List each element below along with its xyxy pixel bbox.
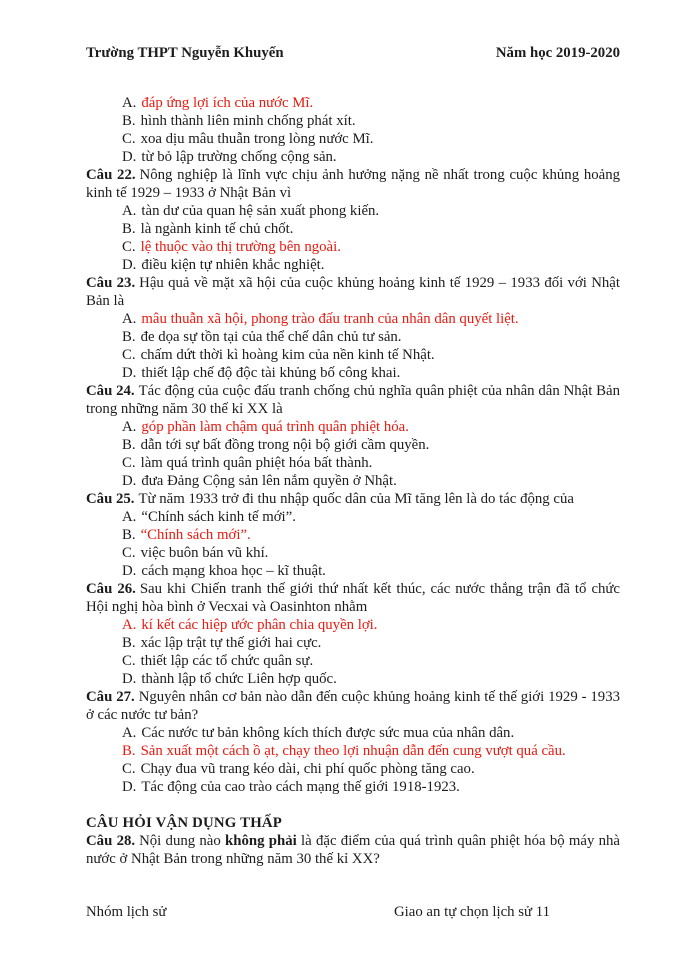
footer-document-title: Giao an tự chọn lịch sử 11 <box>393 904 550 920</box>
option-line <box>86 436 620 454</box>
option-line <box>86 202 620 220</box>
option-label: A. <box>122 725 137 741</box>
option-text: tàn dư của quan hệ sản xuất phong kiến. <box>141 203 380 219</box>
option-label: D. <box>122 149 137 165</box>
header-school-name: Trường THPT Nguyễn Khuyến <box>86 45 284 61</box>
option-label: B. <box>122 635 136 651</box>
option-text: Tác động của cao trào cách mạng thế giới 1918-1923. <box>141 779 460 795</box>
question-body-text: Nguyên nhân cơ bản nào dẫn đến cuộc khủng hoảng kinh tế thế giới 1929 - 1933 ở các nước tư bản? <box>86 689 620 723</box>
question-text <box>86 832 620 868</box>
option-label: C. <box>122 131 136 147</box>
option-line <box>86 328 620 346</box>
question-number: Câu 23. <box>86 275 136 291</box>
option-text: làm quá trình quân phiệt hóa bất thành. <box>140 455 373 471</box>
option-line <box>86 562 620 580</box>
question-number: Câu 22. <box>86 167 136 183</box>
option-text: việc buôn bán vũ khí. <box>140 545 269 561</box>
option-line <box>86 742 620 760</box>
question-number: Câu 25. <box>86 491 135 507</box>
option-line <box>86 544 620 562</box>
document-header <box>86 44 620 62</box>
question-body-text: Nông nghiệp là lĩnh vực chịu ảnh hưởng nặng nề nhất trong cuộc khủng hoảng kinh tế 1929 – 1933 ở Nhật Bản vì <box>86 167 620 201</box>
footer-group-name: Nhóm lịch sử <box>86 904 167 920</box>
question-text <box>86 580 620 616</box>
document-body <box>86 94 620 868</box>
question-body-text: Sau khi Chiến tranh thế giới thứ nhất kết thúc, các nước thắng trận đã tổ chức Hội nghị hòa bình ở Vecxai và Oasinhton nhằm <box>86 581 620 615</box>
option-label: A. <box>122 419 137 435</box>
option-label: C. <box>122 455 136 471</box>
option-line <box>86 454 620 472</box>
question-body-text: Từ năm 1933 trở đi thu nhập quốc dân của Mĩ tăng lên là do tác động của <box>138 491 574 507</box>
option-label: B. <box>122 329 136 345</box>
question-text <box>86 490 620 508</box>
option-label: C. <box>122 239 136 255</box>
question-body-text: Tác động của cuộc đấu tranh chống chủ nghĩa quân phiệt của nhân dân Nhật Bản trong những năm 30 thế kỉ XX là <box>86 383 620 417</box>
option-line <box>86 148 620 166</box>
option-text: góp phần làm chậm quá trình quân phiệt hóa. <box>141 419 409 435</box>
option-label: A. <box>122 95 137 111</box>
option-label: C. <box>122 545 136 561</box>
question-text <box>86 274 620 310</box>
option-label: A. <box>122 203 137 219</box>
question-body-text: Hậu quả về mặt xã hội của cuộc khủng hoảng kinh tế 1929 – 1933 đối với Nhật Bản là <box>86 275 620 309</box>
option-text: thành lập tổ chức Liên hợp quốc. <box>141 671 337 687</box>
option-label: D. <box>122 257 137 273</box>
option-text: mâu thuẫn xã hội, phong trào đấu tranh của nhân dân quyết liệt. <box>141 311 519 327</box>
option-line <box>86 652 620 670</box>
option-line <box>86 310 620 328</box>
option-label: D. <box>122 563 137 579</box>
question-number: Câu 28. <box>86 833 136 849</box>
option-label: D. <box>122 671 137 687</box>
option-label: D. <box>122 779 137 795</box>
option-text: từ bỏ lập trường chống cộng sản. <box>141 149 337 165</box>
option-text: kí kết các hiệp ước phân chia quyền lợi. <box>141 617 378 633</box>
option-label: C. <box>122 761 136 777</box>
option-text: là ngành kinh tế chủ chốt. <box>140 221 294 237</box>
option-line <box>86 364 620 382</box>
option-label: B. <box>122 437 136 453</box>
option-text: Chạy đua vũ trang kéo dài, chi phí quốc phòng tăng cao. <box>140 761 475 777</box>
option-text: chấm dứt thời kì hoàng kim của nền kinh tế Nhật. <box>140 347 435 363</box>
option-text: hình thành liên minh chống phát xít. <box>140 113 356 129</box>
option-label: B. <box>122 527 136 543</box>
option-label: B. <box>122 113 136 129</box>
option-text: thiết lập các tổ chức quân sự. <box>140 653 314 669</box>
option-text: lệ thuộc vào thị trường bên ngoài. <box>140 239 341 255</box>
option-text: Sản xuất một cách ồ ạt, chạy theo lợi nhuận dẫn đến cung vượt quá cầu. <box>140 743 566 759</box>
option-line <box>86 616 620 634</box>
option-text: điều kiện tự nhiên khắc nghiệt. <box>141 257 325 273</box>
option-text: xác lập trật tự thế giới hai cực. <box>140 635 322 651</box>
option-text: đưa Đảng Cộng sản lên nắm quyền ở Nhật. <box>141 473 397 489</box>
question-body-text: là đặc điểm của quá trình quân phiệt hóa bộ máy nhà nước ở Nhật Bản trong những năm 30 thế kỉ XX? <box>86 833 620 867</box>
option-text: “Chính sách kinh tế mới”. <box>141 509 296 525</box>
option-line <box>86 760 620 778</box>
question-emphasis: không phải <box>225 833 297 849</box>
option-label: B. <box>122 221 136 237</box>
option-line <box>86 634 620 652</box>
option-line <box>86 778 620 796</box>
option-line <box>86 472 620 490</box>
option-line <box>86 94 620 112</box>
question-body-text: Nội dung nào <box>139 833 226 849</box>
option-label: B. <box>122 743 136 759</box>
option-line <box>86 526 620 544</box>
option-label: C. <box>122 347 136 363</box>
option-label: D. <box>122 365 137 381</box>
option-label: A. <box>122 509 137 525</box>
option-line <box>86 346 620 364</box>
option-text: thiết lập chế độ độc tài khủng bố công khai. <box>141 365 401 381</box>
option-line <box>86 220 620 238</box>
header-school-year: Năm học 2019-2020 <box>495 45 620 61</box>
option-text: xoa dịu mâu thuẫn trong lòng nước Mĩ. <box>140 131 374 147</box>
option-label: A. <box>122 617 137 633</box>
option-line <box>86 670 620 688</box>
option-text: đáp ứng lợi ích của nước Mĩ. <box>141 95 314 111</box>
section-heading: CÂU HỎI VẬN DỤNG THẤP <box>86 815 283 831</box>
question-number: Câu 26. <box>86 581 136 597</box>
option-label: A. <box>122 311 137 327</box>
document-footer <box>86 903 620 921</box>
option-line <box>86 238 620 256</box>
option-text: “Chính sách mới”. <box>140 527 251 543</box>
option-text: Các nước tư bản không kích thích được sức mua của nhân dân. <box>141 725 515 741</box>
option-text: dẫn tới sự bất đồng trong nội bộ giới cầm quyền. <box>140 437 430 453</box>
option-line <box>86 418 620 436</box>
question-number: Câu 27. <box>86 689 135 705</box>
option-line <box>86 508 620 526</box>
option-label: D. <box>122 473 137 489</box>
question-number: Câu 24. <box>86 383 135 399</box>
option-label: C. <box>122 653 136 669</box>
option-text: đe dọa sự tồn tại của thể chế dân chủ tư sản. <box>140 329 402 345</box>
option-text: cách mạng khoa học – kĩ thuật. <box>141 563 326 579</box>
question-text <box>86 382 620 418</box>
option-line <box>86 130 620 148</box>
question-text <box>86 166 620 202</box>
option-line <box>86 256 620 274</box>
option-line <box>86 724 620 742</box>
question-text <box>86 688 620 724</box>
option-line <box>86 112 620 130</box>
